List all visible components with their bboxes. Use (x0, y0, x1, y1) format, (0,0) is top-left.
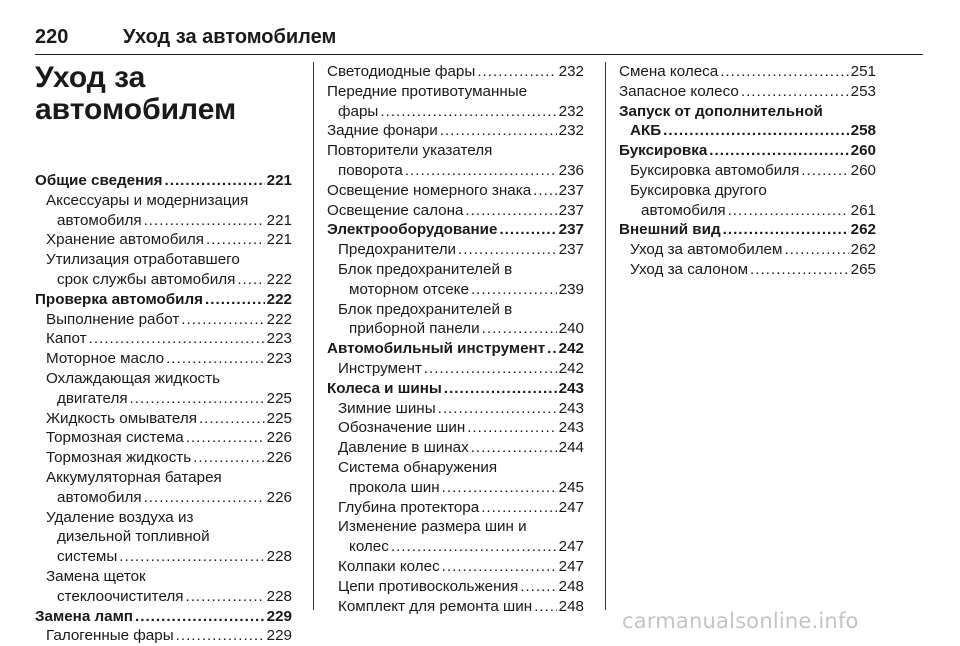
toc-entry-title: Электрооборудование (327, 221, 498, 239)
toc-entry[interactable] (327, 418, 584, 438)
toc-entry[interactable] (327, 62, 584, 82)
toc-page-number: 237 (558, 181, 584, 199)
toc-entry-title: Давление в шинах (338, 439, 469, 457)
dot-leader (181, 310, 264, 330)
toc-entry-title: Колеса и шины (327, 379, 442, 397)
toc-entry-title: Тормозная жидкость (46, 449, 192, 467)
toc-entry[interactable] (327, 557, 584, 577)
dot-leader (728, 201, 849, 221)
toc-entry-title: Повторители указателя (327, 142, 493, 160)
dot-leader (520, 577, 556, 597)
toc-entry-title: Проверка автомобиля (35, 290, 204, 308)
toc-page-number: 222 (266, 310, 292, 328)
dot-leader (206, 230, 265, 250)
toc-page-number: 253 (850, 82, 876, 100)
toc-page-number: 247 (558, 538, 584, 556)
toc-page-number: 237 (558, 201, 584, 219)
toc-entry[interactable] (35, 428, 292, 448)
toc-entry-title: Запуск от дополнительной (619, 102, 823, 120)
toc-page-number: 237 (558, 241, 584, 259)
toc-entry[interactable] (35, 567, 292, 607)
toc-entry[interactable] (619, 62, 876, 82)
dot-leader (458, 240, 557, 260)
dot-leader (533, 181, 557, 201)
toc-entry-title: Утилизация отработавшего (46, 251, 240, 269)
toc-entry-title: Моторное масло (46, 350, 165, 368)
toc-page-number: 228 (266, 548, 292, 566)
dot-leader (185, 587, 264, 607)
dot-leader (482, 319, 557, 339)
dot-leader (741, 82, 849, 102)
toc-entry[interactable] (619, 181, 876, 221)
toc-section-entry[interactable] (327, 379, 584, 399)
column-divider (605, 62, 606, 610)
toc-entry[interactable] (35, 508, 292, 567)
dot-leader (186, 428, 265, 448)
toc-page-number: 247 (558, 498, 584, 516)
toc-entry[interactable] (327, 300, 584, 340)
toc-entry-title: Изменение размера шин и (338, 518, 527, 536)
dot-leader (424, 359, 557, 379)
toc-page-number: 248 (558, 597, 584, 615)
toc-page-number: 225 (266, 389, 292, 407)
toc-entry[interactable] (35, 448, 292, 468)
toc-entry-title: Колпаки колес (338, 557, 440, 575)
toc-page-number: 239 (558, 280, 584, 298)
toc-entry-title: Выполнение работ (46, 310, 180, 328)
toc-page-number: 244 (558, 439, 584, 457)
toc-section-entry[interactable] (35, 171, 292, 191)
toc-entry-title: Зимние шины (338, 399, 436, 417)
dot-leader (193, 448, 264, 468)
toc-page-number: 262 (850, 241, 876, 259)
dot-leader (438, 399, 557, 419)
toc-entry-title: Система обнаружения (338, 458, 498, 476)
dot-leader (166, 349, 265, 369)
toc-entry[interactable] (35, 250, 292, 290)
toc-section-entry[interactable] (35, 290, 292, 310)
dot-leader (130, 389, 265, 409)
toc-entry[interactable] (619, 240, 876, 260)
toc-entry-title: Замена щеток (46, 567, 146, 585)
dot-leader (499, 220, 556, 240)
toc-entry-title: Буксировка автомобиля (630, 161, 800, 179)
dot-leader (750, 260, 849, 280)
dot-leader (442, 557, 557, 577)
dot-leader (144, 488, 265, 508)
toc-entry-title: Освещение салона (327, 201, 464, 219)
toc-entry[interactable] (327, 260, 584, 300)
toc-page-number: 226 (266, 488, 292, 506)
toc-entry-title: Блок предохранителей в (338, 300, 513, 318)
chapter-title (35, 62, 292, 126)
dot-leader (442, 478, 557, 498)
toc-entry-title: Цепи противоскольжения (338, 577, 519, 595)
dot-leader (663, 121, 849, 141)
toc-entry[interactable] (327, 458, 584, 498)
toc-entry[interactable] (35, 626, 292, 646)
toc-entry-title: Замена ламп (35, 607, 133, 625)
toc-entry-title: Буксировка (619, 142, 708, 160)
toc-entry-title: Инструмент (338, 359, 422, 377)
toc-column-3 (619, 62, 876, 280)
toc-page-number: 247 (558, 557, 584, 575)
toc-entry-title: дизельной топливной (57, 528, 210, 546)
toc-entry-title: Глубина протектора (338, 498, 480, 516)
toc-page-number: 261 (850, 201, 876, 219)
dot-leader (784, 240, 848, 260)
toc-entry-title: Блок предохранителей в (338, 260, 513, 278)
toc-page-number: 228 (266, 587, 292, 605)
toc-entry-title: Задние фонари (327, 122, 438, 140)
toc-page-number: 232 (558, 102, 584, 120)
toc-section-entry[interactable] (327, 339, 584, 359)
toc-entry[interactable] (35, 409, 292, 429)
toc-entry[interactable] (327, 517, 584, 557)
watermark: carmanualsonline.info (622, 609, 859, 633)
dot-leader (440, 121, 557, 141)
dot-leader (465, 201, 556, 221)
toc-entry[interactable] (35, 369, 292, 409)
toc-entry-title: АКБ (630, 122, 662, 140)
toc-entry-title: Предохранители (338, 241, 457, 259)
toc-entry-title: колес (349, 538, 389, 556)
toc-page-number: 237 (558, 221, 584, 239)
dot-leader (199, 409, 265, 429)
toc-entry[interactable] (35, 468, 292, 508)
toc-entry-title: двигателя (57, 389, 128, 407)
dot-leader (405, 161, 557, 181)
toc-entry-title: Запасное колесо (619, 82, 739, 100)
toc-entry[interactable] (35, 191, 292, 231)
toc-page-number: 223 (266, 350, 292, 368)
toc-entry[interactable] (327, 498, 584, 518)
dot-leader (89, 329, 265, 349)
toc-entry-title: Уход за автомобилем (630, 241, 783, 259)
toc-page-number: 229 (266, 607, 292, 625)
toc-page-number: 251 (850, 63, 876, 80)
toc-entry-title: Комплект для ремонта шин (338, 597, 533, 615)
dot-leader (205, 290, 265, 310)
toc-entry[interactable] (35, 329, 292, 349)
toc-page-number: 226 (266, 429, 292, 447)
dot-leader (723, 220, 849, 240)
toc-entry-title: срок службы автомобиля (57, 270, 236, 288)
toc-entry[interactable] (619, 260, 876, 280)
toc-entry-title: системы (57, 548, 118, 566)
dot-leader (176, 626, 265, 646)
toc-entry-title: Внешний вид (619, 221, 721, 239)
dot-leader (237, 270, 264, 290)
toc-page-number: 243 (558, 379, 584, 397)
toc-page-number: 226 (266, 449, 292, 467)
toc-entry-title: Хранение автомобиля (46, 231, 204, 249)
toc-page-number: 243 (558, 399, 584, 417)
toc-page-number: 232 (558, 63, 584, 80)
toc-entry-title: моторном отсеке (349, 280, 469, 298)
toc-entry[interactable] (619, 161, 876, 181)
toc-page-number: 258 (850, 122, 876, 140)
column-divider (313, 62, 314, 610)
toc-entry-title: Буксировка другого (630, 181, 767, 199)
toc-page-number: 240 (558, 320, 584, 338)
dot-leader (471, 280, 557, 300)
dot-leader (547, 339, 557, 359)
dot-leader (444, 379, 557, 399)
dot-leader (135, 607, 265, 627)
toc-page-number: 225 (266, 409, 292, 427)
toc-section-entry[interactable] (619, 220, 876, 240)
toc-page-number: 221 (266, 172, 292, 189)
toc-page-number: 242 (558, 340, 584, 358)
toc-entry-title: Аккумуляторная батарея (46, 468, 222, 486)
dot-leader (471, 438, 557, 458)
toc-page-number: 222 (266, 290, 292, 308)
toc-page-number: 243 (558, 419, 584, 437)
toc-entry[interactable] (327, 82, 584, 122)
toc-entry-title: Галогенные фары (46, 627, 174, 645)
running-title: Уход за автомобилем (123, 26, 337, 48)
toc-entry-title: Капот (46, 330, 87, 348)
toc-entry-title: фары (338, 102, 379, 120)
toc-page-number: 248 (558, 577, 584, 595)
toc-page-number: 222 (266, 270, 292, 288)
toc-section-entry[interactable] (35, 607, 292, 627)
toc-entry-title: Обозначение шин (338, 419, 466, 437)
toc-entry[interactable] (327, 181, 584, 201)
chapter-title-line-1: Уход за (35, 61, 146, 94)
toc-entry[interactable] (327, 121, 584, 141)
dot-leader (467, 418, 556, 438)
dot-leader (119, 547, 264, 567)
toc-entry-title: Автомобильный инструмент (327, 340, 546, 358)
toc-entry-title: автомобиля (641, 201, 726, 219)
dot-leader (709, 141, 848, 161)
chapter-title-line-2: автомобилем (35, 93, 237, 126)
toc-entry-title: прокола шин (349, 478, 440, 496)
dot-leader (534, 597, 557, 617)
toc-section-entry[interactable] (327, 220, 584, 240)
toc-section-entry[interactable] (619, 102, 876, 142)
toc-entry[interactable] (327, 141, 584, 181)
page-header (35, 22, 923, 55)
toc-entry-title: Удаление воздуха из (46, 508, 194, 526)
dot-leader (391, 537, 557, 557)
toc-page-number: 223 (266, 330, 292, 348)
toc-column-2 (327, 62, 584, 616)
dot-leader (144, 211, 265, 231)
toc-page-number: 262 (850, 221, 876, 239)
toc-entry[interactable] (327, 438, 584, 458)
toc-entry-title: Общие сведения (35, 172, 163, 189)
toc-page-number: 221 (266, 211, 292, 229)
toc-section-entry[interactable] (619, 141, 876, 161)
toc-entry[interactable] (35, 310, 292, 330)
toc-entry[interactable] (327, 359, 584, 379)
toc-entry-title: Светодиодные фары (327, 63, 476, 80)
toc-entry-title: Тормозная система (46, 429, 184, 447)
toc-entry[interactable] (35, 349, 292, 369)
dot-leader (801, 161, 848, 181)
dot-leader (720, 62, 848, 82)
toc-page-number: 229 (266, 627, 292, 645)
toc-entry-title: Смена колеса (619, 63, 719, 80)
toc-page-number: 242 (558, 359, 584, 377)
page-number: 220 (35, 26, 69, 48)
toc-entry[interactable] (327, 577, 584, 597)
dot-leader (380, 102, 556, 122)
toc-entry[interactable] (327, 597, 584, 617)
dot-leader (165, 171, 265, 191)
toc-page-number: 221 (266, 231, 292, 249)
toc-entry-title: Охлаждающая жидкость (46, 369, 221, 387)
toc-entry-title: приборной панели (349, 320, 480, 338)
toc-entry[interactable] (619, 82, 876, 102)
toc-page-number: 265 (850, 260, 876, 278)
toc-page-number: 260 (850, 142, 876, 160)
toc-entry-title: автомобиля (57, 211, 142, 229)
toc-entry[interactable] (327, 399, 584, 419)
dot-leader (477, 62, 556, 82)
toc-entry-title: поворота (338, 161, 403, 179)
toc-entry-title: Жидкость омывателя (46, 409, 197, 427)
toc-page-number: 232 (558, 122, 584, 140)
toc-entry-title: Освещение номерного знака (327, 181, 532, 199)
toc-column-1 (35, 62, 292, 646)
toc-entry-title: автомобиля (57, 488, 142, 506)
toc-page-number: 260 (850, 161, 876, 179)
toc-entry-title: Аксессуары и модернизация (46, 191, 249, 209)
toc-entry-title: Передние противотуманные (327, 82, 528, 100)
toc-entry-title: стеклоочистителя (57, 587, 184, 605)
toc-entry-title: Уход за салоном (630, 260, 749, 278)
toc-entry[interactable] (327, 201, 584, 221)
toc-entry[interactable] (35, 230, 292, 250)
toc-page-number: 236 (558, 161, 584, 179)
toc-page-number: 245 (558, 478, 584, 496)
toc-entry[interactable] (327, 240, 584, 260)
dot-leader (481, 498, 556, 518)
